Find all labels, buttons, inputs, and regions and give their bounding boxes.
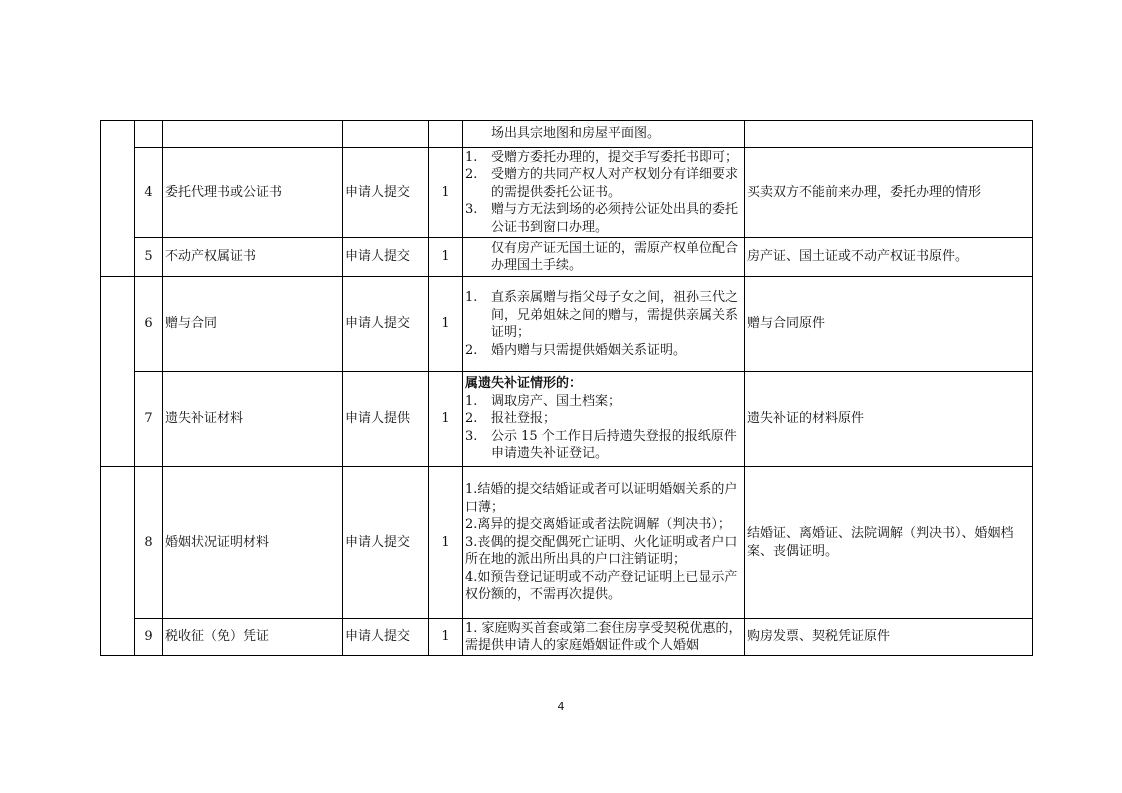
copies: 1 [429, 619, 463, 656]
requirement-text: 1. 家庭购买首套或第二套住房享受契税优惠的，需提供申请人的家庭婚姻证件或个人婚姻 [465, 620, 742, 653]
remarks: 赠与合同原件 [745, 277, 1033, 372]
requirement-list [465, 289, 742, 359]
material-name: 遗失补证材料 [163, 372, 343, 467]
row-number: 7 [135, 372, 163, 467]
copies: 1 [429, 148, 463, 238]
list-item: 2. 婚内赠与只需提供婚姻关系证明。 [465, 342, 687, 358]
row-number: 8 [135, 467, 163, 619]
copies: 1 [429, 467, 463, 619]
remarks: 房产证、国土证或不动产权证书原件。 [745, 238, 1033, 277]
requirement-list [465, 393, 742, 463]
table-row [101, 467, 1033, 619]
material-name: 婚姻状况证明材料 [163, 467, 343, 619]
requirement-text: 4.如预告登记证明或不动产登记证明上已显示产权份额的，不需再次提供。 [465, 569, 738, 603]
list-item: 1. 直系亲属赠与指父母子女之间，祖孙三代之间，兄弟姐妹之间的赠与，需提供亲属关系证明； [465, 290, 739, 340]
provider: 申请人提交 [343, 148, 429, 238]
material-name: 不动产权属证书 [163, 238, 343, 277]
table-row [101, 148, 1033, 238]
material-name: 委托代理书或公证书 [163, 148, 343, 238]
provider: 申请人提供 [343, 372, 429, 467]
table-row [101, 619, 1033, 656]
requirements [463, 121, 745, 148]
provider: 申请人提交 [343, 238, 429, 277]
material-name: 赠与合同 [163, 277, 343, 372]
group-cell [101, 277, 135, 467]
requirements [463, 372, 745, 467]
requirements [463, 277, 745, 372]
requirement-text: 1.结婚的提交结婚证或者可以证明婚姻关系的户口薄； [465, 482, 738, 515]
copies: 1 [429, 277, 463, 372]
remarks: 购房发票、契税凭证原件 [745, 619, 1033, 656]
copies: 1 [429, 372, 463, 467]
requirements [463, 238, 745, 277]
provider: 申请人提交 [343, 467, 429, 619]
row-number: 5 [135, 238, 163, 277]
row-number: 4 [135, 148, 163, 238]
provider: 申请人提交 [343, 277, 429, 372]
list-item: 1. 受赠方委托办理的，提交手写委托书即可； [465, 149, 739, 165]
list-item: 3. 赠与方无法到场的必须持公证处出具的委托公证书到窗口办理。 [465, 202, 739, 235]
row-number: 6 [135, 277, 163, 372]
row-number: 9 [135, 619, 163, 656]
material-name: 税收征（免）凭证 [163, 619, 343, 656]
requirements [463, 148, 745, 238]
table-row [101, 238, 1033, 277]
remarks: 结婚证、离婚证、法院调解（判决书）、婚姻档案、丧偶证明。 [745, 467, 1033, 619]
requirements [463, 467, 745, 619]
copies [429, 121, 463, 148]
page-number: 4 [557, 700, 565, 713]
table-row [101, 372, 1033, 467]
copies: 1 [429, 238, 463, 277]
remarks: 遗失补证的材料原件 [745, 372, 1033, 467]
group-cell [101, 467, 135, 656]
list-item: 3. 公示 15 个工作日后持遗失登报的报纸原件申请遗失补证登记。 [465, 428, 737, 462]
requirement-heading: 属遗失补证情形的： [465, 376, 583, 392]
list-item: 2. 报社登报； [465, 411, 557, 427]
row-number [135, 121, 163, 148]
list-item: 2. 受赠方的共同产权人对产权划分有详细要求的需提供委托公证书。 [465, 167, 739, 200]
requirements [463, 619, 745, 656]
material-name [163, 121, 343, 148]
requirement-list [465, 149, 742, 237]
provider [343, 121, 429, 148]
table-row [101, 121, 1033, 148]
provider: 申请人提交 [343, 619, 429, 656]
remarks: 买卖双方不能前来办理，委托办理的情形 [745, 148, 1033, 238]
table-row [101, 277, 1033, 372]
requirement-text: 2.离异的提交离婚证或者法院调解（判决书）；3.丧偶的提交配偶死亡证明、火化证明或者户口所在地的派出所出具的户口注销证明； [465, 517, 738, 568]
requirement-text: 仅有房产证无国土证的，需原产权单位配合办理国土手续。 [491, 240, 739, 273]
requirement-text: 场出具宗地图和房屋平面图。 [491, 126, 661, 142]
materials-table [100, 120, 1033, 656]
list-item: 1. 调取房产、国土档案； [465, 393, 622, 409]
group-cell [101, 121, 135, 277]
remarks [745, 121, 1033, 148]
